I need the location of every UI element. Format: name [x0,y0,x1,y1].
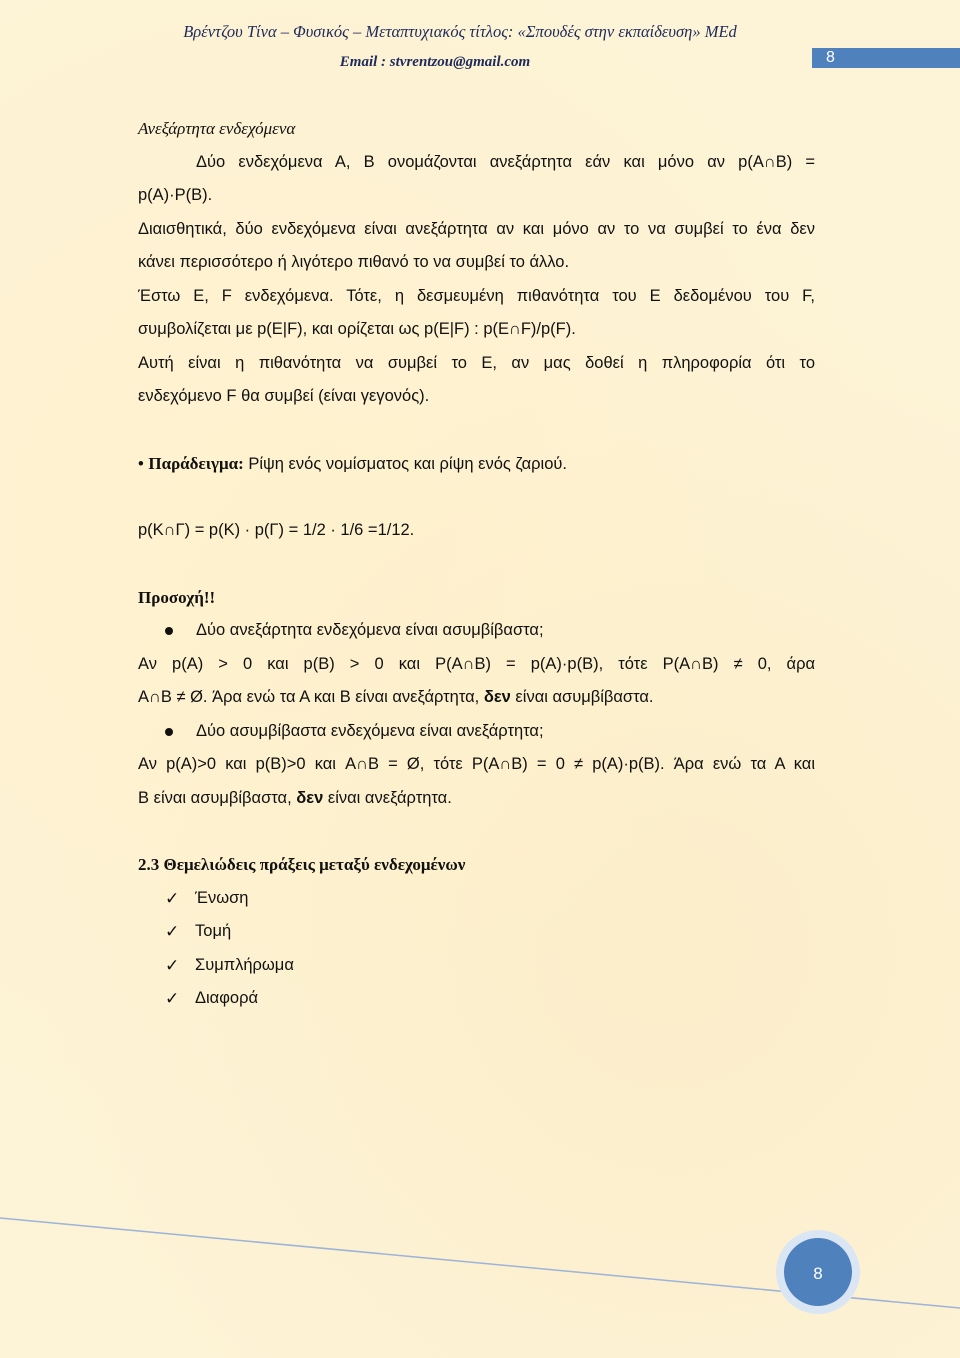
answer-2-line-1: Αν p(A)>0 και p(B)>0 και A∩B = Ø, τότε P(A∩B) = 0 ≠ p(A)·p(B). Άρα ενώ τα Α και [138,755,815,773]
document-body [138,112,815,1016]
operation-label: Διαφορά [195,989,259,1007]
footer-page-number: 8 [813,1264,823,1283]
meaning-line-2: ενδεχόμενο F θα συμβεί (είναι γεγονός). [138,387,430,405]
operation-item [138,882,815,916]
example-label: Παράδειγμα: [148,453,244,473]
example-formula: p(Κ∩Γ) = p(Κ) · p(Γ) = 1/2 · 1/6 =1/12. [138,521,415,539]
section-title: Ανεξάρτητα ενδεχόμενα [138,119,296,138]
checkmark-icon: ✓ [165,888,180,908]
header-email-line: Email : stvrentzou@gmail.com [339,54,531,70]
checkmark-icon: ✓ [165,922,180,941]
intuition-line-1: Διαισθητικά, δύο ενδεχόμενα είναι ανεξάρτητα αν και μόνο αν το να συμβεί το ένα δεν [138,219,815,238]
operation-item [138,982,815,1016]
subsection-title: 2.3 Θεμελιώδεις πράξεις μεταξύ ενδεχομένων [138,855,466,874]
footer-decoration [0,1200,960,1358]
example-bullet: • [138,454,144,473]
operation-label: Τομή [195,922,232,940]
example-paragraph [138,447,815,482]
header-author-line: Βρέντζου Τίνα – Φυσικός – Μεταπτυχιακός τίτλος: «Σπουδές στην εκπαίδευση» MEd [183,22,737,41]
operation-label: Ένωση [195,888,249,907]
checkmark-icon: ✓ [165,989,180,1008]
definition-line-1: Δύο ενδεχόμενα Α, Β ονομάζονται ανεξάρτητα εάν και μόνο αν p(A∩B) = [196,152,815,171]
question-1 [138,614,815,648]
meaning-line-1: Αυτή είναι η πιθανότητα να συμβεί το E, αν μας δοθεί η πληροφορία ότι το [138,353,815,372]
checkmark-icon: ✓ [165,955,180,975]
bullet-dot-icon [165,728,173,736]
question-2-text: Δύο ασυμβίβαστα ενδεχόμενα είναι ανεξάρτητα; [196,721,544,740]
conditional-line-2: συμβολίζεται με p(E|F), και ορίζεται ως p(E|F) : p(E∩F)/p(F). [138,320,576,338]
definition-line-2: p(A)·P(B). [138,186,213,204]
answer-2-text-end: είναι ανεξάρτητα. [323,788,452,807]
operation-item [138,915,815,949]
intuition-line-2: κάνει περισσότερο ή λιγότερο πιθανό το να συμβεί το άλλο. [138,253,570,271]
answer-1-emphasis: δεν [483,688,511,706]
operation-item [138,949,815,983]
operation-label: Συμπλήρωμα [195,955,294,974]
answer-1-text-end: είναι ασυμβίβαστα. [510,688,654,706]
answer-1-line-1: Αν p(A) > 0 και p(B) > 0 και P(A∩B) = p(A)·p(B), τότε P(A∩B) ≠ 0, άρα [138,654,815,673]
answer-2-line-2 [138,782,815,816]
header-page-number-tab: 8 [812,48,960,68]
answer-2-text: Β είναι ασυμβίβαστα, [138,788,297,807]
attention-heading: Προσοχή!! [138,587,216,607]
conditional-line-1: Έστω E, F ενδεχόμενα. Τότε, η δεσμευμένη πιθανότητα του E δεδομένου του F, [138,286,815,305]
question-2 [138,715,815,749]
answer-2-emphasis: δεν [296,788,324,807]
bullet-dot-icon [165,627,173,635]
question-1-text: Δύο ανεξάρτητα ενδεχόμενα είναι ασυμβίβαστα; [196,621,544,639]
example-text: Ρίψη ενός νομίσματος και ρίψη ενός ζαριού. [243,454,567,473]
answer-1-text: A∩B ≠ Ø. Άρα ενώ τα Α και Β είναι ανεξάρτητα, [138,688,484,706]
answer-1-line-2 [138,681,815,715]
